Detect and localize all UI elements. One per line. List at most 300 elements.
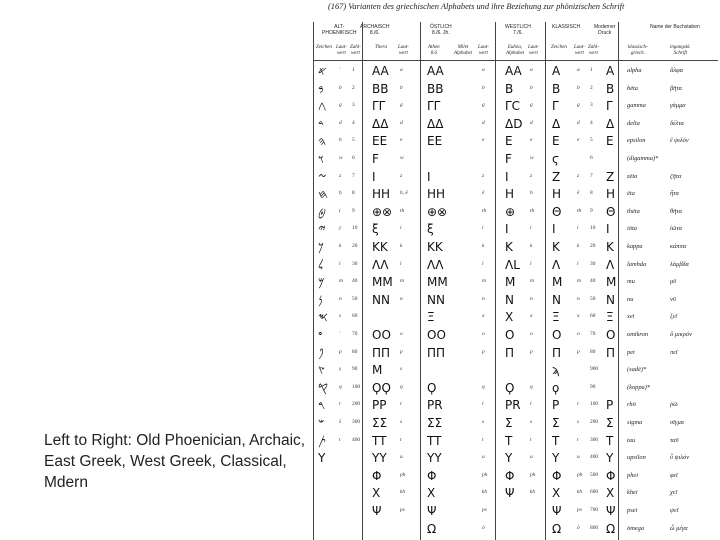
table-cell-av: u [400,454,403,461]
table-cell-pn: 90 [352,366,358,373]
table-cell-klass: Γ [552,99,559,114]
table-cell-kn: 3 [590,102,593,109]
table-cell-name2: γάμμα [670,102,686,110]
table-cell-kv: b [577,84,580,91]
table-cell-arch: Φ [372,468,382,483]
table-cell-pv: t [339,436,341,443]
table-cell-wv: e [530,137,533,144]
table-cell-west: M [505,275,516,290]
table-cell-kn: 40 [590,278,596,285]
table-cell-kv: a [577,67,580,73]
table-cell-east: ΛΛ [427,257,444,272]
table-cell-ev: ph [482,471,488,478]
table-cell-mod: Π [606,345,616,360]
table-cell-mod: Δ [606,116,615,131]
table-cell-ev: u [482,454,485,461]
table-cell-wv: i [530,225,532,232]
table-cell-ev: z [482,172,485,179]
table-cell-pn: 200 [352,401,361,408]
column-subheader: Zahl- wert [588,45,599,56]
table-cell-east: ⊕⊗ [427,204,448,219]
table-cell-mod: E [606,134,614,149]
table-cell-pn: 100 [352,383,361,390]
table-cell-pv: g [339,102,342,109]
table-cell-klass: Σ [552,416,560,430]
table-cell-wv: l [530,260,532,267]
table-cell-ev: i [482,225,484,232]
table-cell-phoen: 𐤋 [318,257,324,272]
table-cell-arch: F [372,152,379,166]
table-cell-av: z [400,172,403,179]
table-cell-av: o [400,331,403,337]
table-cell-arch: MM [372,275,393,290]
table-cell-name1: epsilon [627,137,646,145]
table-cell-klass: Λ [552,257,561,272]
table-cell-name2: πεῖ [670,348,678,356]
table-cell-name2: ῥῶ [670,401,678,409]
table-cell-ev: ō [482,524,485,531]
table-cell-klass: E [552,134,560,149]
table-cell-phoen: 𐤍 [318,292,323,307]
table-cell-pv: z [339,172,342,179]
table-cell-name1: zēta [627,172,638,180]
table-cell-kv: ō [577,524,580,531]
table-cell-klass: M [552,275,563,290]
table-cell-klass: K [552,240,560,254]
table-cell-phoen: 𐤉 [318,222,326,237]
table-cell-av: r [400,401,403,408]
table-cell-kn: 1 [590,67,593,73]
table-cell-av: s [400,419,403,425]
table-cell-pv: š [339,419,342,425]
table-cell-east: ΔΔ [427,116,444,131]
table-cell-pv: h [339,137,342,144]
table-cell-pn: 8 [352,190,355,197]
table-cell-east: Φ [427,468,437,483]
table-cell-east: ΓΓ [427,99,441,114]
table-cell-pn: 20 [352,243,358,249]
table-cell-pv: ṣ [339,366,342,373]
table-cell-east: ξ [427,222,434,237]
table-cell-pv: l [339,260,341,267]
table-cell-east: BB [427,81,444,96]
table-cell-west: ΔD [505,116,523,131]
table-cell-mod: Θ [606,204,616,219]
table-cell-arch: I [372,169,376,184]
table-cell-west: N [505,292,514,307]
table-cell-pn: 400 [352,436,361,443]
table-cell-arch: KK [372,240,388,254]
table-cell-east: Ξ [427,310,435,325]
table-cell-kv: t [577,436,579,443]
table-cell-name2: λάμβδα [670,260,689,268]
table-cell-kv: d [577,119,580,126]
table-cell-east: MM [427,275,448,290]
table-cell-phoen: 𐤊 [318,240,325,254]
table-cell-arch: ΓΓ [372,99,386,114]
column-divider [313,22,314,540]
table-cell-kn: 400 [590,454,599,461]
table-cell-pn: 7 [352,172,355,179]
table-cell-arch: BB [372,81,389,96]
table-cell-pv: k [339,243,342,249]
table-cell-mod: O [606,328,616,342]
table-cell-av: b [400,84,403,91]
table-cell-east: Ϙ [427,380,437,395]
caption: Left to Right: Old Phoenician, Archaic, East Greek, West Greek, Classical, Mdern [44,432,306,491]
table-cell-mod: K [606,240,614,254]
table-cell-east: ΠΠ [427,345,446,360]
table-cell-name1: phei [627,471,639,479]
table-cell-av: i [400,225,402,232]
table-cell-mod: A [606,64,615,78]
column-subheader: Euböa, Alphabet [506,45,525,56]
table-cell-wv: q [530,383,533,390]
table-cell-ev: th [482,207,487,214]
table-cell-west: Ψ [505,486,515,501]
table-cell-arch: ΔΔ [372,116,389,131]
table-cell-pn: 1 [352,67,355,73]
table-cell-kv: e [577,137,580,144]
table-cell-name2: κάππα [670,243,687,250]
table-cell-name1: lambda [627,260,647,268]
table-cell-name1: (digamma)* [627,155,659,162]
table-cell-mod: Φ [606,468,616,483]
table-cell-ev: k [482,243,485,249]
table-cell-mod: N [606,292,615,307]
table-cell-phoen: 𐤒 [318,380,328,395]
table-cell-name2: ὖ ψιλόν [670,454,690,462]
table-cell-mod: Y [606,451,614,466]
table-cell-klass: Ψ [552,504,562,518]
table-cell-kn: 300 [590,436,599,443]
table-cell-av: th [400,207,405,214]
table-cell-name1: rhō [627,401,636,409]
table-cell-ev: x [482,313,485,320]
table-cell-name1: alpha [627,67,642,74]
table-cell-west: X [505,310,514,325]
header-divider [313,60,718,61]
table-cell-name2: χεῖ [670,489,678,497]
table-cell-pv: w [339,155,343,161]
table-cell-pn: 5 [352,137,355,144]
table-cell-west: H [505,187,515,202]
table-cell-kn: 200 [590,419,599,425]
table-cell-klass: ϡ [552,363,560,378]
column-group-header: KLASSISCH [552,24,581,30]
table-cell-east: AA [427,64,444,78]
table-cell-wv: b [530,84,533,91]
table-cell-name1: ēta [627,190,635,198]
column-group-header: ÖSTLICH 8./6. Jh. [430,24,452,36]
table-cell-phoen: 𐤇 [318,187,329,202]
table-cell-klass: Ξ [552,310,560,325]
table-cell-pv: ḥ [339,190,342,197]
table-cell-arch: ΛΛ [372,257,389,272]
table-cell-arch: AA [372,64,389,78]
table-cell-pv: m [339,278,343,285]
table-cell-kn: 800 [590,524,599,531]
table-cell-kn: 500 [590,471,599,478]
table-cell-pn: 60 [352,313,358,320]
table-cell-pv: r [339,401,342,408]
table-cell-phoen: 𐤎 [318,310,328,325]
table-cell-phoen: 𐤄 [318,134,327,149]
table-cell-name1: psei [627,507,638,514]
table-cell-ev: b [482,84,485,91]
table-cell-name1: upsilon [627,454,646,462]
table-cell-wv: x [530,313,533,320]
table-cell-phoen: 𐤂 [318,99,327,114]
table-cell-east: OO [427,328,446,342]
table-cell-mod: X [606,486,615,501]
table-cell-kv: u [577,454,580,461]
table-cell-wv: u [530,454,533,461]
table-cell-arch: ϘϘ [372,380,391,395]
table-cell-pn: 300 [352,419,361,425]
table-cell-kv: k [577,243,580,249]
table-cell-east: EE [427,134,443,149]
column-subheader: Zeichen [551,45,567,50]
table-title: (167) Varianten des griechischen Alphabets und ihre Beziehung zur phönizischen Schrift [328,2,625,11]
table-cell-east: HH [427,187,446,202]
table-cell-east: I [427,169,431,184]
table-cell-av: s [400,366,403,373]
table-cell-name1: delta [627,119,640,127]
table-cell-mod: H [606,187,616,202]
table-cell-east: PR [427,398,443,413]
table-cell-arch: Ψ [372,504,382,518]
table-cell-west: ΛL [505,257,520,272]
table-cell-mod: Σ [606,416,614,430]
column-subheader: Zeichen [316,45,332,50]
table-cell-kv: o [577,331,580,337]
table-cell-kv: ph [577,471,583,478]
table-cell-pv: ' [339,331,341,337]
table-cell-arch: ΣΣ [372,416,388,430]
table-cell-wv: w [530,155,534,161]
table-cell-name2: θῆτα [670,207,682,215]
column-subheader: Laut- wert [478,45,489,56]
table-cell-name1: (koppa)* [627,383,651,391]
table-cell-name1: bēta [627,84,639,92]
table-cell-west: I [505,169,509,184]
table-cell-klass: ϙ [552,380,560,395]
table-cell-ev: q [482,383,485,390]
table-cell-phoen: 𐤁 [318,81,324,96]
table-cell-name1: nu [627,295,634,303]
column-subheader: Laut- wert [574,45,585,56]
table-cell-wv: o [530,331,533,337]
column-subheader: Milet Alphabet [454,45,473,56]
table-cell-name1: ōmega [627,524,645,532]
table-cell-kv: z [577,172,580,179]
table-cell-west: Σ [505,416,513,430]
table-cell-east: TT [427,433,442,448]
table-cell-kn: 900 [590,366,599,373]
table-cell-east: X [427,486,436,501]
table-cell-east: Ψ [427,504,437,518]
table-cell-phoen: Y [318,451,326,466]
table-cell-name2: φεῖ [670,471,678,479]
table-cell-klass: N [552,292,561,307]
table-cell-kn: 6 [590,155,593,161]
table-cell-kv: g [577,102,580,109]
table-cell-kv: l [577,260,579,267]
table-cell-phoen: 𐤃 [318,116,324,131]
table-cell-name1: kappa [627,243,643,250]
column-subheader: Zahl- wert [350,45,361,56]
column-group-header: ALT- PHOENIKISCH [322,24,357,36]
table-cell-kn: 7 [590,172,593,179]
table-cell-klass: A [552,64,561,78]
column-subheader: klassisch- griech. [628,45,648,56]
table-cell-av: m [400,278,404,285]
table-cell-name2: νῦ [670,295,676,303]
table-cell-wv: s [530,419,533,425]
table-cell-wv: kh [530,489,536,496]
column-subheader: Laut- wert [336,45,347,56]
table-cell-pn: 50 [352,295,358,302]
table-cell-name2: μῦ [670,278,677,286]
table-cell-wv: r [530,401,533,408]
table-cell-west: PR [505,398,521,413]
table-cell-kv: p [577,348,580,355]
column-divider [420,22,421,540]
table-cell-ev: a [482,67,485,73]
column-subheader: Thera [375,45,387,50]
table-cell-kn: 2 [590,84,593,91]
column-group-header: ARCHAISCH 8./6. [360,24,390,36]
table-cell-ev: g [482,102,485,109]
table-cell-pn: 9 [352,207,355,214]
table-cell-name1: pei [627,348,635,356]
table-cell-arch: NN [372,292,390,307]
table-cell-kn: 60 [590,313,596,320]
column-divider [545,22,546,540]
table-cell-name2: ψεῖ [670,507,679,514]
table-cell-kn: 90 [590,383,596,390]
table-cell-name1: gamma [627,102,646,110]
table-cell-name1: (sadē)* [627,366,647,374]
column-group-header: Moderner Druck [594,24,616,36]
column-divider [495,22,496,540]
table-cell-av: k [400,243,403,249]
table-cell-kn: 600 [590,489,599,496]
table-cell-klass: I [552,222,556,237]
table-cell-ev: o [482,331,485,337]
table-cell-ev: kh [482,489,488,496]
table-cell-ev: m [482,278,486,285]
table-cell-wv: d [530,119,533,126]
table-cell-kv: n [577,295,580,302]
table-cell-wv: n [530,295,533,302]
table-cell-pn: 40 [352,278,358,285]
table-cell-west: ⊕ [505,204,516,219]
table-cell-ev: s [482,419,485,425]
table-cell-west: O [505,328,515,342]
table-cell-av: n [400,295,403,302]
table-cell-kn: 20 [590,243,596,249]
table-cell-arch: ΠΠ [372,345,391,360]
table-cell-west: E [505,134,513,149]
table-cell-arch: HH [372,187,391,202]
table-cell-phoen: 𐤔 [318,416,325,430]
table-cell-mod: B [606,81,615,96]
table-cell-kn: 50 [590,295,596,302]
table-cell-wv: m [530,278,534,285]
table-cell-kv: ps [577,507,582,513]
table-cell-name2: ἰῶτα [670,225,682,233]
table-cell-mod: Z [606,169,615,184]
table-cell-klass: ϛ [552,152,560,166]
table-cell-kv: kh [577,489,583,496]
table-cell-name2: ἒ ψιλόν [670,137,689,145]
table-cell-wv: t [530,436,532,443]
table-cell-phoen: 𐤏 [318,328,323,342]
table-cell-arch: OO [372,328,391,342]
table-cell-phoen: 𐤐 [318,345,324,360]
table-cell-ev: ps [482,507,487,513]
table-cell-east: NN [427,292,445,307]
table-cell-mod: Ω [606,521,616,536]
table-cell-arch: YY [372,451,387,466]
table-cell-name2: ὦ μέγα [670,524,688,532]
table-cell-av: a [400,67,403,73]
table-cell-west: Π [505,345,515,360]
table-cell-klass: Y [552,451,560,466]
table-cell-kn: 4 [590,119,593,126]
table-cell-name1: mu [627,278,635,286]
table-cell-kv: th [577,207,582,214]
column-divider [618,22,619,540]
table-cell-west: Φ [505,468,515,483]
table-cell-arch: TT [372,433,387,448]
table-cell-pv: b [339,84,342,91]
table-cell-klass: Φ [552,468,562,483]
table-cell-wv: ph [530,471,536,478]
table-cell-kn: 30 [590,260,596,267]
table-cell-mod: M [606,275,617,290]
table-cell-name1: khei [627,489,638,497]
table-cell-ev: d [482,119,485,126]
table-cell-arch: X [372,486,381,501]
table-cell-av: ph [400,471,406,478]
table-cell-kv: ē [577,190,580,197]
table-cell-klass: O [552,328,562,342]
table-cell-arch: ⊕⊗ [372,204,393,219]
table-cell-pv: q [339,383,342,390]
table-cell-west: ΓC [505,99,521,114]
table-cell-pn: 70 [352,331,358,337]
table-cell-pn: 2 [352,84,355,91]
table-cell-kn: 700 [590,507,599,513]
table-cell-name2: ὂ μικρόν [670,331,692,338]
table-cell-name1: sigma [627,419,643,426]
table-cell-kv: m [577,278,581,285]
table-cell-east: YY [427,451,442,466]
table-cell-phoen: 𐤌 [318,275,325,290]
table-cell-klass: P [552,398,560,413]
table-cell-west: K [505,240,513,254]
table-cell-klass: Θ [552,204,562,219]
table-cell-kn: 80 [590,348,596,355]
column-divider [362,22,363,540]
table-cell-kn: 5 [590,137,593,144]
table-cell-pv: d [339,119,342,126]
table-cell-wv: p [530,348,533,355]
table-cell-klass: Ω [552,521,562,536]
